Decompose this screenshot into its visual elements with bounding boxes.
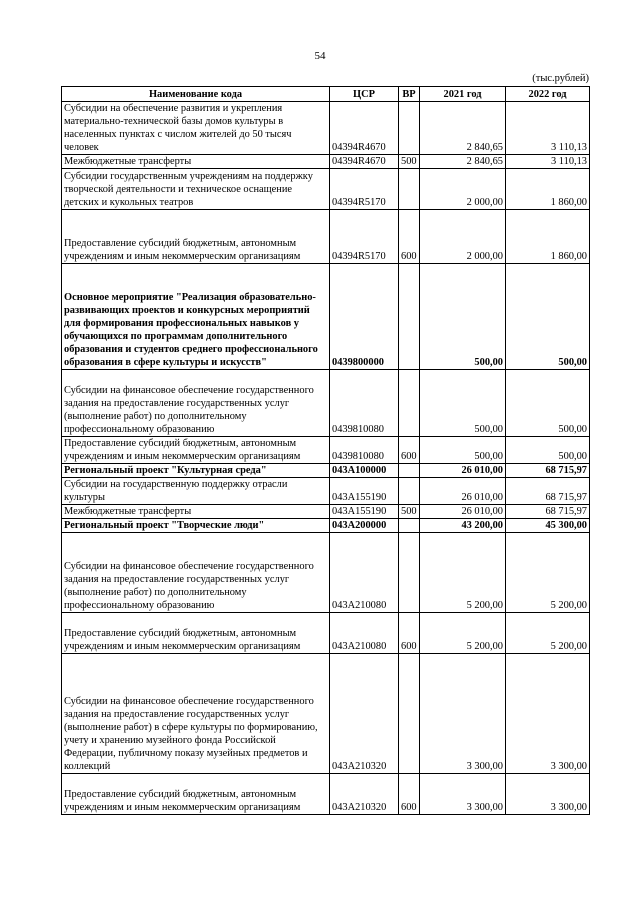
header-name: Наименование кода xyxy=(62,87,330,102)
table-row xyxy=(62,102,590,155)
cell-y2021: 26 010,00 xyxy=(420,505,506,519)
cell-vr: 500 xyxy=(399,505,420,519)
header-csr: ЦСР xyxy=(330,87,399,102)
cell-csr: 043A155190 xyxy=(330,505,399,519)
cell-csr: 043A210320 xyxy=(330,774,399,815)
cell-y2021: 3 300,00 xyxy=(420,654,506,774)
units-note: (тыс.рублей) xyxy=(532,73,589,84)
cell-vr xyxy=(399,464,420,478)
table-row xyxy=(62,370,590,437)
cell-y2021: 500,00 xyxy=(420,370,506,437)
cell-vr xyxy=(399,370,420,437)
cell-y2022: 3 110,13 xyxy=(506,102,590,155)
cell-name: Предоставление субсидий бюджетным, автономным учреждениям и иным некоммерческим организациям xyxy=(62,613,330,654)
table-header-row xyxy=(62,87,590,102)
cell-y2021: 500,00 xyxy=(420,437,506,464)
table-row xyxy=(62,264,590,370)
cell-y2022: 500,00 xyxy=(506,370,590,437)
cell-y2021: 2 840,65 xyxy=(420,155,506,169)
cell-name: Субсидии на финансовое обеспечение государственного задания на предоставление государственных услуг (выполнение работ) по дополнительному профессиональному образованию xyxy=(62,370,330,437)
cell-csr: 043A210080 xyxy=(330,533,399,613)
cell-vr xyxy=(399,264,420,370)
cell-y2022: 45 300,00 xyxy=(506,519,590,533)
cell-csr: 043A155190 xyxy=(330,478,399,505)
cell-y2022: 3 300,00 xyxy=(506,654,590,774)
cell-name: Субсидии на финансовое обеспечение государственного задания на предоставление государственных услуг (выполнение работ) в сфере культуры по формированию, учету и хранению музейного фонда Российской Федерации, публичному показу музейных предметов и коллекций xyxy=(62,654,330,774)
cell-vr xyxy=(399,169,420,210)
cell-name: Предоставление субсидий бюджетным, автономным учреждениям и иным некоммерческим организациям xyxy=(62,210,330,264)
cell-y2021: 500,00 xyxy=(420,264,506,370)
cell-y2022: 500,00 xyxy=(506,264,590,370)
table-row xyxy=(62,478,590,505)
cell-y2022: 68 715,97 xyxy=(506,478,590,505)
cell-y2022: 1 860,00 xyxy=(506,210,590,264)
cell-csr: 0439800000 xyxy=(330,264,399,370)
cell-y2021: 2 840,65 xyxy=(420,102,506,155)
cell-name: Основное мероприятие "Реализация образовательно-развивающих проектов и конкурсных мероприятий для формирования профессиональных навыков у обучающихся по программам дополнительного образования и студентов среднего профессионального образования в сфере культуры и искусств" xyxy=(62,264,330,370)
cell-csr: 0439810080 xyxy=(330,437,399,464)
cell-csr: 04394R5170 xyxy=(330,210,399,264)
table-row xyxy=(62,169,590,210)
cell-csr: 043A100000 xyxy=(330,464,399,478)
cell-vr: 600 xyxy=(399,210,420,264)
cell-vr xyxy=(399,533,420,613)
cell-csr: 043A210080 xyxy=(330,613,399,654)
cell-name: Субсидии на финансовое обеспечение государственного задания на предоставление государственных услуг (выполнение работ) по дополнительному профессиональному образованию xyxy=(62,533,330,613)
cell-name: Субсидии на обеспечение развития и укрепления материально-технической базы домов культуры в населенных пунктах с числом жителей до 50 тысяч человек xyxy=(62,102,330,155)
cell-csr: 04394R5170 xyxy=(330,169,399,210)
cell-y2022: 5 200,00 xyxy=(506,533,590,613)
cell-vr: 600 xyxy=(399,774,420,815)
table-row xyxy=(62,464,590,478)
cell-vr xyxy=(399,519,420,533)
cell-y2021: 5 200,00 xyxy=(420,613,506,654)
cell-y2021: 3 300,00 xyxy=(420,774,506,815)
cell-vr xyxy=(399,654,420,774)
table-row xyxy=(62,519,590,533)
cell-y2021: 26 010,00 xyxy=(420,478,506,505)
header-2022: 2022 год xyxy=(506,87,590,102)
table-row xyxy=(62,654,590,774)
cell-name: Предоставление субсидий бюджетным, автономным учреждениям и иным некоммерческим организациям xyxy=(62,774,330,815)
cell-y2022: 68 715,97 xyxy=(506,505,590,519)
cell-y2021: 2 000,00 xyxy=(420,169,506,210)
cell-y2022: 3 110,13 xyxy=(506,155,590,169)
table-row xyxy=(62,210,590,264)
cell-y2022: 5 200,00 xyxy=(506,613,590,654)
cell-csr: 04394R4670 xyxy=(330,102,399,155)
cell-name: Региональный проект "Творческие люди" xyxy=(62,519,330,533)
cell-y2022: 1 860,00 xyxy=(506,169,590,210)
budget-table xyxy=(61,86,590,815)
cell-name: Субсидии государственным учреждениям на поддержку творческой деятельности и техническое оснащение детских и кукольных театров xyxy=(62,169,330,210)
cell-y2021: 2 000,00 xyxy=(420,210,506,264)
table-row xyxy=(62,437,590,464)
cell-name: Межбюджетные трансферты xyxy=(62,155,330,169)
cell-vr: 600 xyxy=(399,613,420,654)
header-vr: ВР xyxy=(399,87,420,102)
cell-vr: 500 xyxy=(399,155,420,169)
cell-y2022: 3 300,00 xyxy=(506,774,590,815)
cell-name: Региональный проект "Культурная среда" xyxy=(62,464,330,478)
cell-name: Субсидии на государственную поддержку отрасли культуры xyxy=(62,478,330,505)
table-row xyxy=(62,155,590,169)
cell-vr xyxy=(399,102,420,155)
cell-y2022: 500,00 xyxy=(506,437,590,464)
cell-csr: 043A210320 xyxy=(330,654,399,774)
cell-y2021: 26 010,00 xyxy=(420,464,506,478)
cell-y2022: 68 715,97 xyxy=(506,464,590,478)
table-row xyxy=(62,774,590,815)
table-row xyxy=(62,533,590,613)
cell-vr: 600 xyxy=(399,437,420,464)
table-row xyxy=(62,505,590,519)
cell-vr xyxy=(399,478,420,505)
header-2021: 2021 год xyxy=(420,87,506,102)
cell-csr: 0439810080 xyxy=(330,370,399,437)
cell-y2021: 5 200,00 xyxy=(420,533,506,613)
cell-name: Межбюджетные трансферты xyxy=(62,505,330,519)
table-body xyxy=(62,102,590,815)
cell-csr: 043A200000 xyxy=(330,519,399,533)
page-number: 54 xyxy=(314,50,326,62)
cell-y2021: 43 200,00 xyxy=(420,519,506,533)
table-row xyxy=(62,613,590,654)
cell-csr: 04394R4670 xyxy=(330,155,399,169)
cell-name: Предоставление субсидий бюджетным, автономным учреждениям и иным некоммерческим организациям xyxy=(62,437,330,464)
